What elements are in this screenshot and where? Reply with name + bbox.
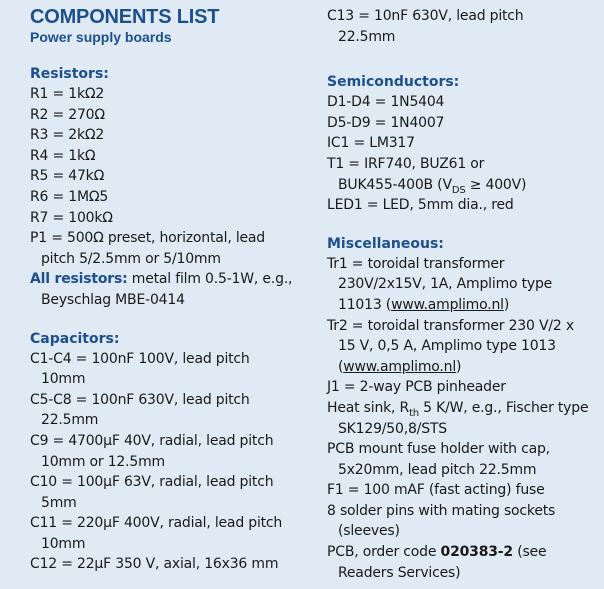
- page-title: COMPONENTS LIST: [30, 6, 220, 28]
- list-item-continuation: Beyschlag MBE-0414: [41, 291, 185, 308]
- list-item-continuation: [327, 295, 599, 316]
- list-item: C13 = 10nF 630V, lead pitch: [327, 8, 524, 24]
- list-item: LED1 = LED, 5mm dia., red: [327, 197, 514, 214]
- amplimo-link[interactable]: www.amplimo.nl: [343, 358, 457, 375]
- list-item: F1 = 100 mAF (fast acting) fuse: [327, 482, 545, 499]
- list-item: R4 = 1kΩ: [30, 147, 96, 164]
- list-item-continuation: SK129/50,8/STS: [338, 420, 447, 437]
- list-item: C11 = 220µF 400V, radial, lead pitch: [30, 515, 283, 532]
- right-column: [327, 0, 599, 583]
- tr2-text: (: [338, 358, 344, 375]
- list-item: Tr1 = toroidal transformer: [327, 255, 505, 272]
- list-item: [30, 269, 320, 290]
- list-item: [327, 398, 599, 419]
- list-item-continuation: 22.5mm: [338, 28, 396, 45]
- tr1-text-end: ): [503, 296, 510, 313]
- list-item: R3 = 2kΩ2: [30, 127, 105, 144]
- misc-heading: Miscellaneous:: [327, 235, 444, 252]
- list-item: C1-C4 = 100nF 100V, lead pitch: [30, 350, 250, 367]
- list-item: P1 = 500Ω preset, horizontal, lead: [30, 230, 265, 247]
- list-item: PCB mount fuse holder with cap,: [327, 441, 550, 458]
- list-item: R5 = 47kΩ: [30, 168, 105, 185]
- list-item-continuation: [327, 357, 599, 378]
- list-item: T1 = IRF740, BUZ61 or: [327, 155, 485, 172]
- list-item-continuation: 230V/2x15V, 1A, Amplimo type: [338, 276, 553, 293]
- pcb-text: PCB, order code: [327, 544, 441, 561]
- list-item: C9 = 4700µF 40V, radial, lead pitch: [30, 432, 274, 449]
- left-column: [30, 0, 320, 575]
- amplimo-link[interactable]: www.amplimo.nl: [391, 296, 504, 313]
- heatsink-text-end: 5 K/W, e.g., Fischer type: [418, 399, 589, 416]
- list-item-continuation: 15 V, 0,5 A, Amplimo type 1013: [338, 338, 556, 355]
- list-item: R6 = 1MΩ5: [30, 188, 109, 205]
- list-item-continuation: 10mm: [41, 535, 86, 552]
- list-item: [327, 542, 599, 563]
- resistors-heading: Resistors:: [30, 66, 109, 82]
- list-item: R2 = 270Ω: [30, 106, 105, 123]
- list-item-continuation: 5x20mm, lead pitch 22.5mm: [338, 461, 537, 478]
- list-item-continuation: Readers Services): [338, 564, 461, 581]
- list-item: J1 = 2-way PCB pinheader: [327, 379, 506, 396]
- t1-text-end: ≥ 400V): [465, 176, 527, 193]
- list-item: D1-D4 = 1N5404: [327, 94, 445, 111]
- list-item-continuation: (sleeves): [338, 523, 400, 540]
- heatsink-text: Heat sink, R: [327, 399, 410, 416]
- list-item: C5-C8 = 100nF 630V, lead pitch: [30, 391, 250, 408]
- list-item-continuation: [327, 175, 599, 196]
- pcb-text-end: (see: [512, 544, 547, 561]
- list-item-continuation: pitch 5/2.5mm or 5/10mm: [41, 250, 221, 267]
- list-item: D5-D9 = 1N4007: [327, 114, 445, 131]
- list-item-continuation: 10mm: [41, 371, 86, 388]
- semiconductors-heading: Semiconductors:: [327, 74, 460, 91]
- list-item: IC1 = LM317: [327, 135, 415, 152]
- list-item: C10 = 100µF 63V, radial, lead pitch: [30, 474, 274, 491]
- pcb-order-code: 020383-2: [440, 544, 513, 561]
- capacitors-heading: Capacitors:: [30, 330, 120, 347]
- list-item: C12 = 22µF 350 V, axial, 16x36 mm: [30, 556, 279, 573]
- list-item: Tr2 = toroidal transformer 230 V/2 x: [327, 317, 574, 334]
- list-item-continuation: 22.5mm: [41, 412, 99, 429]
- list-item: R7 = 100kΩ: [30, 209, 113, 226]
- page-subtitle: Power supply boards: [30, 29, 172, 45]
- t1-subscript: DS: [451, 184, 466, 196]
- list-item-continuation: 5mm: [41, 494, 77, 511]
- t1-text: BUK455-400B (V: [338, 176, 452, 193]
- list-item: 8 solder pins with mating sockets: [327, 502, 556, 519]
- all-resistors-label: All resistors:: [30, 271, 128, 288]
- list-item-continuation: 10mm or 12.5mm: [41, 453, 165, 470]
- all-resistors-text: metal film 0.5-1W, e.g.,: [127, 271, 293, 288]
- heatsink-subscript: th: [409, 407, 419, 419]
- list-item: R1 = 1kΩ2: [30, 86, 105, 102]
- tr2-text-end: ): [456, 358, 462, 375]
- tr1-text: 11013 (: [338, 296, 392, 313]
